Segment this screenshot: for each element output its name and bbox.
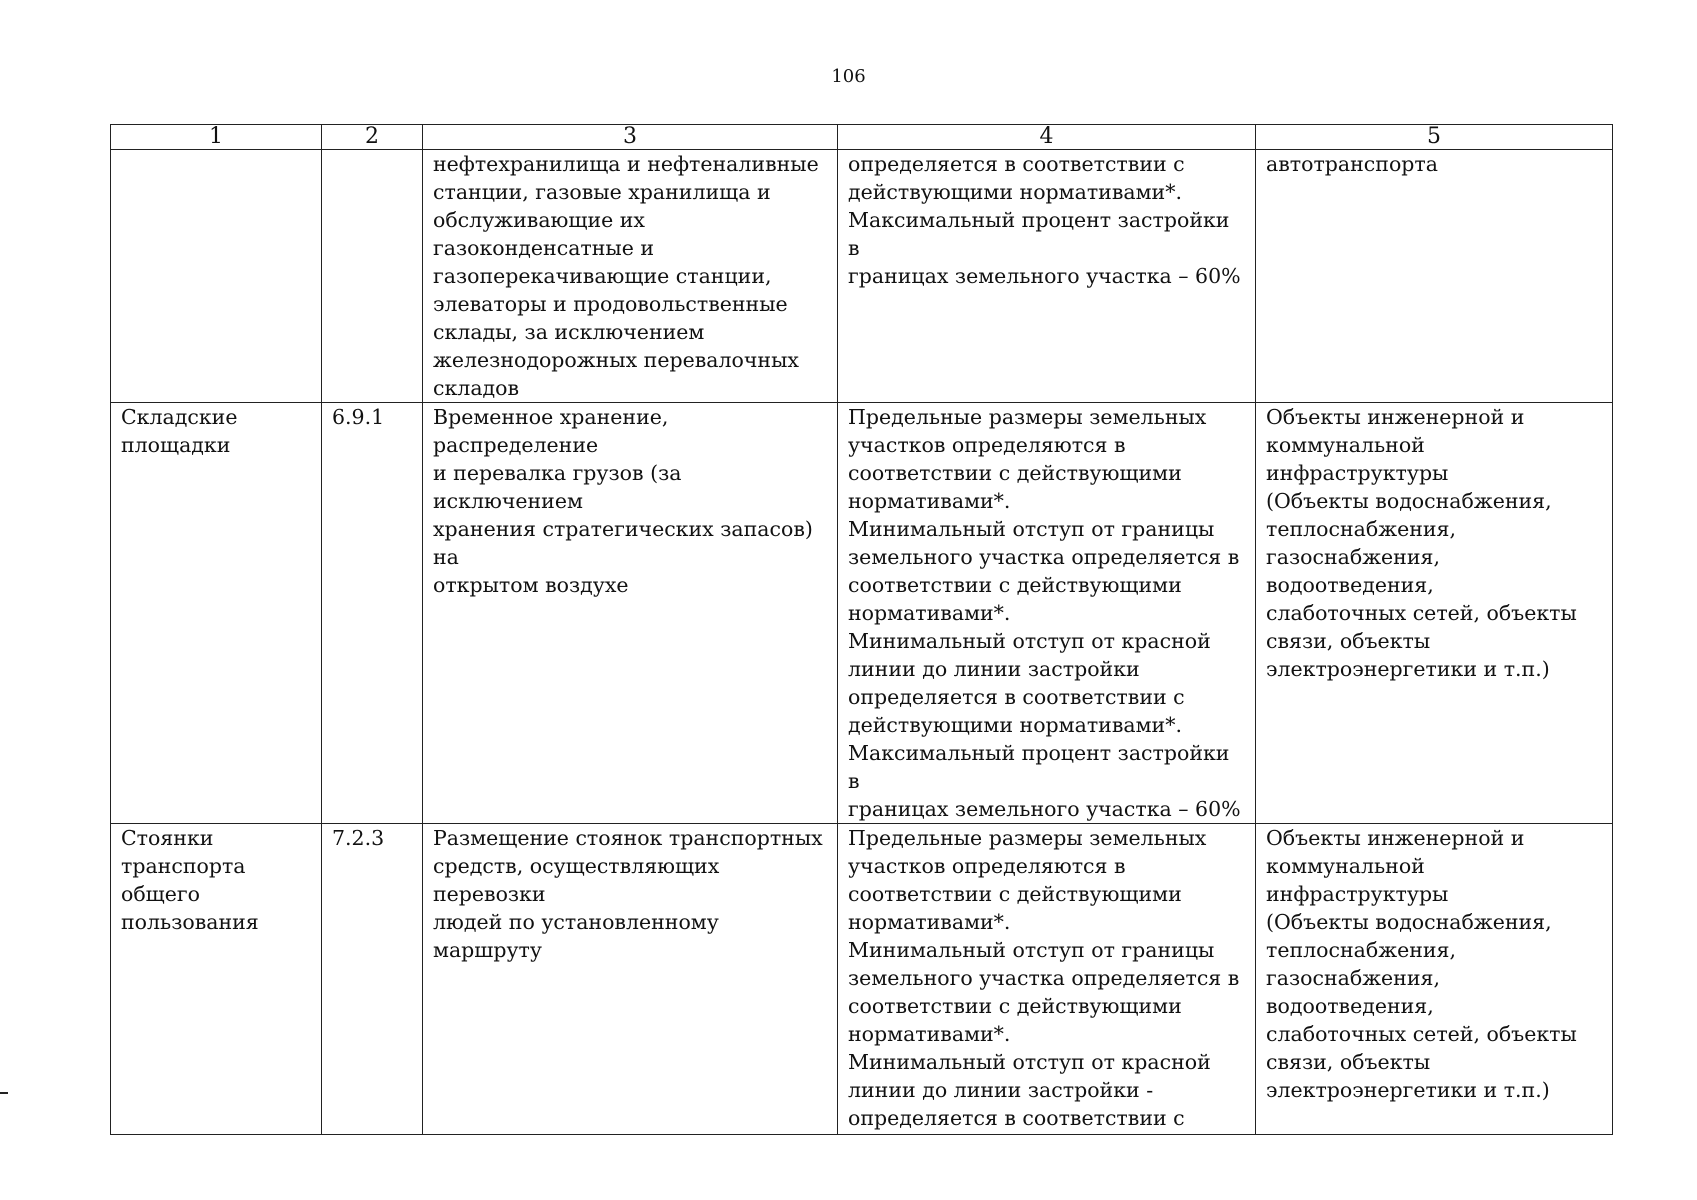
margin-mark: [0, 1092, 8, 1094]
column-header-2: 2: [322, 125, 423, 150]
auxiliary-uses-cell: автотранспорта: [1256, 150, 1613, 403]
column-header-1: 1: [111, 125, 322, 150]
use-name-cell: Стоянки транспорта общего пользования: [111, 824, 322, 1135]
use-name-cell: Складские площадки: [111, 403, 322, 824]
use-description-cell: Размещение стоянок транспортных средств, осуществляющих перевозки людей по установленному маршруту: [423, 824, 838, 1135]
table-row: [111, 150, 1613, 403]
land-use-table: [110, 124, 1613, 1135]
auxiliary-uses-cell: Объекты инженерной и коммунальной инфраструктуры (Объекты водоснабжения, теплоснабжения, газоснабжения, водоотведения, слаботочных сетей, объекты связи, объекты электроэнергетики и т.п.): [1256, 403, 1613, 824]
use-description-cell: нефтехранилища и нефтеналивные станции, газовые хранилища и обслуживающие их газоконденсатные и газоперекачивающие станции, элеваторы и продовольственные склады, за исключением железнодорожных перевалочных складов: [423, 150, 838, 403]
column-header-3: 3: [423, 125, 838, 150]
table-row: [111, 403, 1613, 824]
parameters-cell: Предельные размеры земельных участков определяются в соответствии с действующими нормативами*. Минимальный отступ от границы земельного участка определяется в соответствии с действующими нормативами*. Минимальный отступ от красной линии до линии застройки определяется в соответствии с действующими нормативами*. Максимальный процент застройки в границах земельного участка – 60%: [838, 403, 1256, 824]
page-number: 106: [831, 66, 866, 87]
parameters-cell: определяется в соответствии с действующими нормативами*. Максимальный процент застройки в границах земельного участка – 60%: [838, 150, 1256, 403]
use-name-cell: [111, 150, 322, 403]
use-code-cell: 6.9.1: [322, 403, 423, 824]
use-code-cell: [322, 150, 423, 403]
column-header-4: 4: [838, 125, 1256, 150]
auxiliary-uses-cell: Объекты инженерной и коммунальной инфраструктуры (Объекты водоснабжения, теплоснабжения, газоснабжения, водоотведения, слаботочных сетей, объекты связи, объекты электроэнергетики и т.п.): [1256, 824, 1613, 1135]
use-description-cell: Временное хранение, распределение и перевалка грузов (за исключением хранения стратегических запасов) на открытом воздухе: [423, 403, 838, 824]
table-row: [111, 824, 1613, 1135]
use-code-cell: 7.2.3: [322, 824, 423, 1135]
column-header-5: 5: [1256, 125, 1613, 150]
parameters-cell: Предельные размеры земельных участков определяются в соответствии с действующими нормативами*. Минимальный отступ от границы земельного участка определяется в соответствии с действующими нормативами*. Минимальный отступ от красной линии до линии застройки - определяется в соответствии с: [838, 824, 1256, 1135]
header-row: [111, 125, 1613, 150]
